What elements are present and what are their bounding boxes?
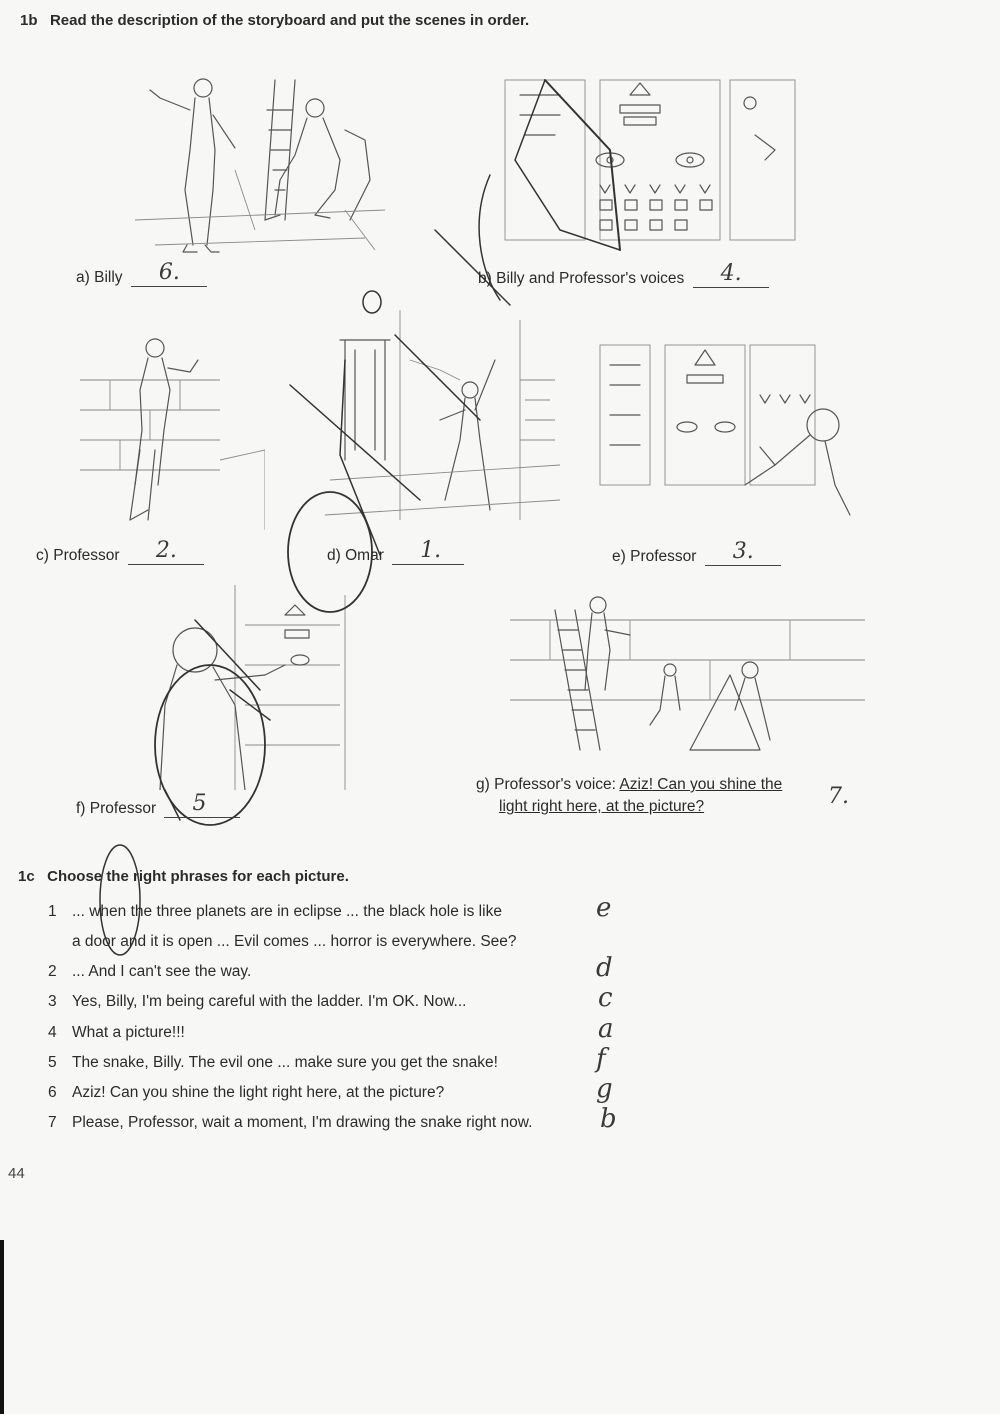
list-answer: g bbox=[596, 1074, 613, 1104]
list-answer: e bbox=[596, 893, 612, 923]
scene-g-quote-line2: light right here, at the picture? bbox=[499, 798, 705, 815]
list-item: 5 The snake, Billy. The evil one ... make sure you get the snake! bbox=[48, 1054, 498, 1071]
scene-c-answer: 2. bbox=[155, 538, 177, 563]
scan-edge bbox=[0, 1240, 4, 1414]
scene-f-caption: f) Professor 5 bbox=[76, 799, 240, 818]
scene-g-quote-line1: Aziz! Can you shine the bbox=[619, 776, 783, 793]
list-answer: d bbox=[596, 953, 613, 983]
scene-e-answer-blank bbox=[705, 539, 781, 566]
list-item: 4 What a picture!!! bbox=[48, 1024, 185, 1041]
scene-b-answer: 4. bbox=[720, 261, 742, 286]
section-1b-number: 1b bbox=[20, 12, 38, 29]
list-item: 6 Aziz! Can you shine the light right here, at the picture? bbox=[48, 1084, 445, 1101]
scene-c-answer-blank bbox=[128, 538, 204, 565]
scene-a-caption: a) Billy 6. bbox=[76, 268, 207, 287]
list-answer: b bbox=[600, 1104, 617, 1134]
scene-f-answer: 5 bbox=[192, 791, 207, 816]
list-item: 3 Yes, Billy, I'm being careful with the ladder. I'm OK. Now... bbox=[48, 993, 467, 1010]
scene-d-caption: d) Omar 1. bbox=[327, 546, 464, 565]
scene-f-answer-blank bbox=[164, 791, 240, 818]
scene-e-answer: 3. bbox=[732, 539, 754, 564]
list-item-continuation: a door and it is open ... Evil comes ... horror is everywhere. See? bbox=[72, 933, 517, 950]
scene-a-answer: 6. bbox=[158, 260, 180, 285]
scene-e-caption: e) Professor 3. bbox=[612, 547, 781, 566]
section-1c-heading bbox=[18, 868, 349, 886]
scene-b-caption: b) Billy and Professor's voices 4. bbox=[478, 269, 769, 288]
list-item: 7 Please, Professor, wait a moment, I'm drawing the snake right now. bbox=[48, 1114, 533, 1131]
page-number: 44 bbox=[8, 1165, 25, 1182]
list-answer: f bbox=[596, 1044, 606, 1074]
scene-g-caption: g) Professor's voice: Aziz! Can you shine the bbox=[476, 776, 783, 793]
scene-b-answer-blank bbox=[693, 261, 769, 288]
section-1c-number: 1c bbox=[18, 868, 35, 885]
scene-d-answer: 1. bbox=[420, 538, 442, 563]
list-answer: a bbox=[598, 1014, 614, 1044]
scene-g-answer: 7. bbox=[828, 784, 849, 809]
scene-a-answer-blank bbox=[131, 260, 207, 287]
section-1c-instruction: Choose the right phrases for each picture. bbox=[47, 868, 349, 885]
list-answer: c bbox=[598, 983, 613, 1013]
scene-c-caption: c) Professor 2. bbox=[36, 546, 204, 565]
scene-d-answer-blank bbox=[392, 538, 464, 565]
list-item: 2 ... And I can't see the way. bbox=[48, 963, 252, 980]
list-item: 1 ... when the three planets are in eclipse ... the black hole is like bbox=[48, 903, 502, 920]
section-1b-instruction: Read the description of the storyboard and put the scenes in order. bbox=[49, 12, 530, 29]
